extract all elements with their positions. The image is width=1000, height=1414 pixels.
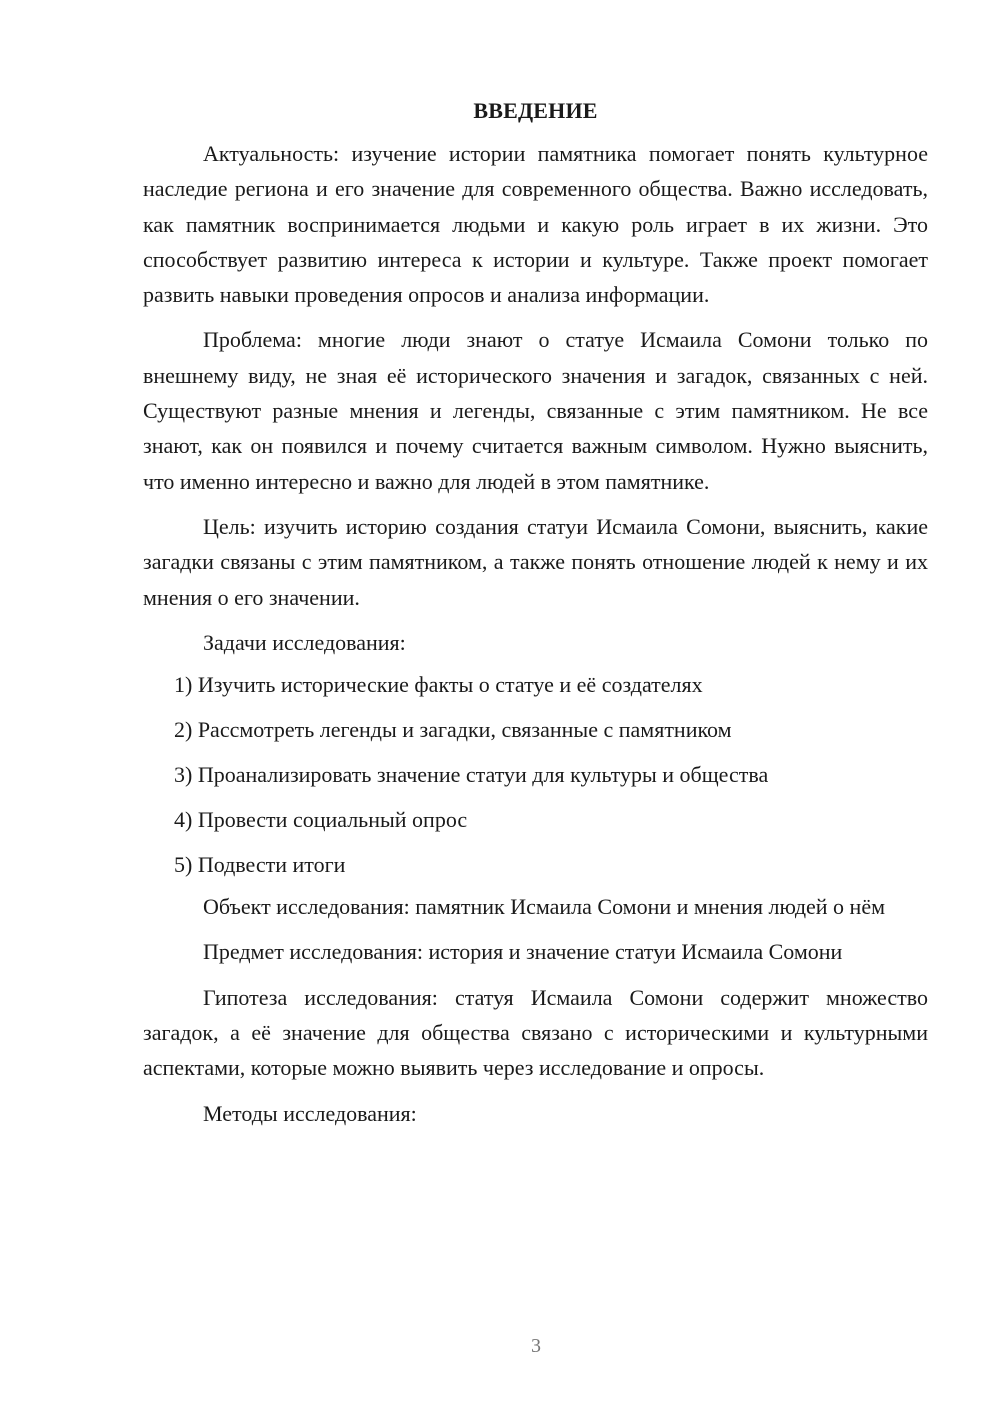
task-item: 5) Подвести итоги [174,852,346,878]
page-number: 3 [531,1335,541,1357]
task-item: 2) Рассмотреть легенды и загадки, связанные с памятником [174,717,732,743]
paragraph-hypothesis: Гипотеза исследования: статуя Исмаила Сомони содержит множество загадок, а её значение для общества связано с историческими и культурными аспектами, которые можно выявить через исследование и опросы. [143,984,928,1081]
section-title: ВВЕДЕНИЕ [473,98,598,123]
task-item: 1) Изучить исторические факты о статуе и её создателях [174,672,703,698]
task-item: 4) Провести социальный опрос [174,807,468,833]
paragraph-methods-heading: Методы исследования: [203,1100,417,1126]
paragraph-tasks-heading: Задачи исследования: [203,629,406,655]
paragraph-relevance: Актуальность: изучение истории памятника помогает понять культурное наследие региона и его значение для современного общества. Важно исследовать, как памятник воспринимается людьми и какую роль играет в их жизни. Это способствует развитию интереса к истории и культуре. Также проект помогает развить навыки проведения опросов и анализа информации. [143,141,928,308]
task-item: 3) Проанализировать значение статуи для культуры и общества [174,762,769,788]
paragraph-subject: Предмет исследования: история и значение статуи Исмаила Сомони [203,939,843,965]
tasks-list [143,662,928,887]
paragraph-goal: Цель: изучить историю создания статуи Исмаила Сомони, выяснить, какие загадки связаны с этим памятником, а также понять отношение людей к нему и их мнения о его значении. [143,513,928,610]
document-page [143,96,928,1131]
paragraph-problem: Проблема: многие люди знают о статуе Исмаила Сомони только по внешнему виду, не зная её исторического значения и загадок, связанных с ней. Существуют разные мнения и легенды, связанные с этим памятником. Не все знают, как он появился и почему считается важным символом. Нужно выяснить, что именно интересно и важно для людей в этом памятнике. [143,327,928,494]
paragraph-object: Объект исследования: памятник Исмаила Сомони и мнения людей о нём [203,894,886,920]
